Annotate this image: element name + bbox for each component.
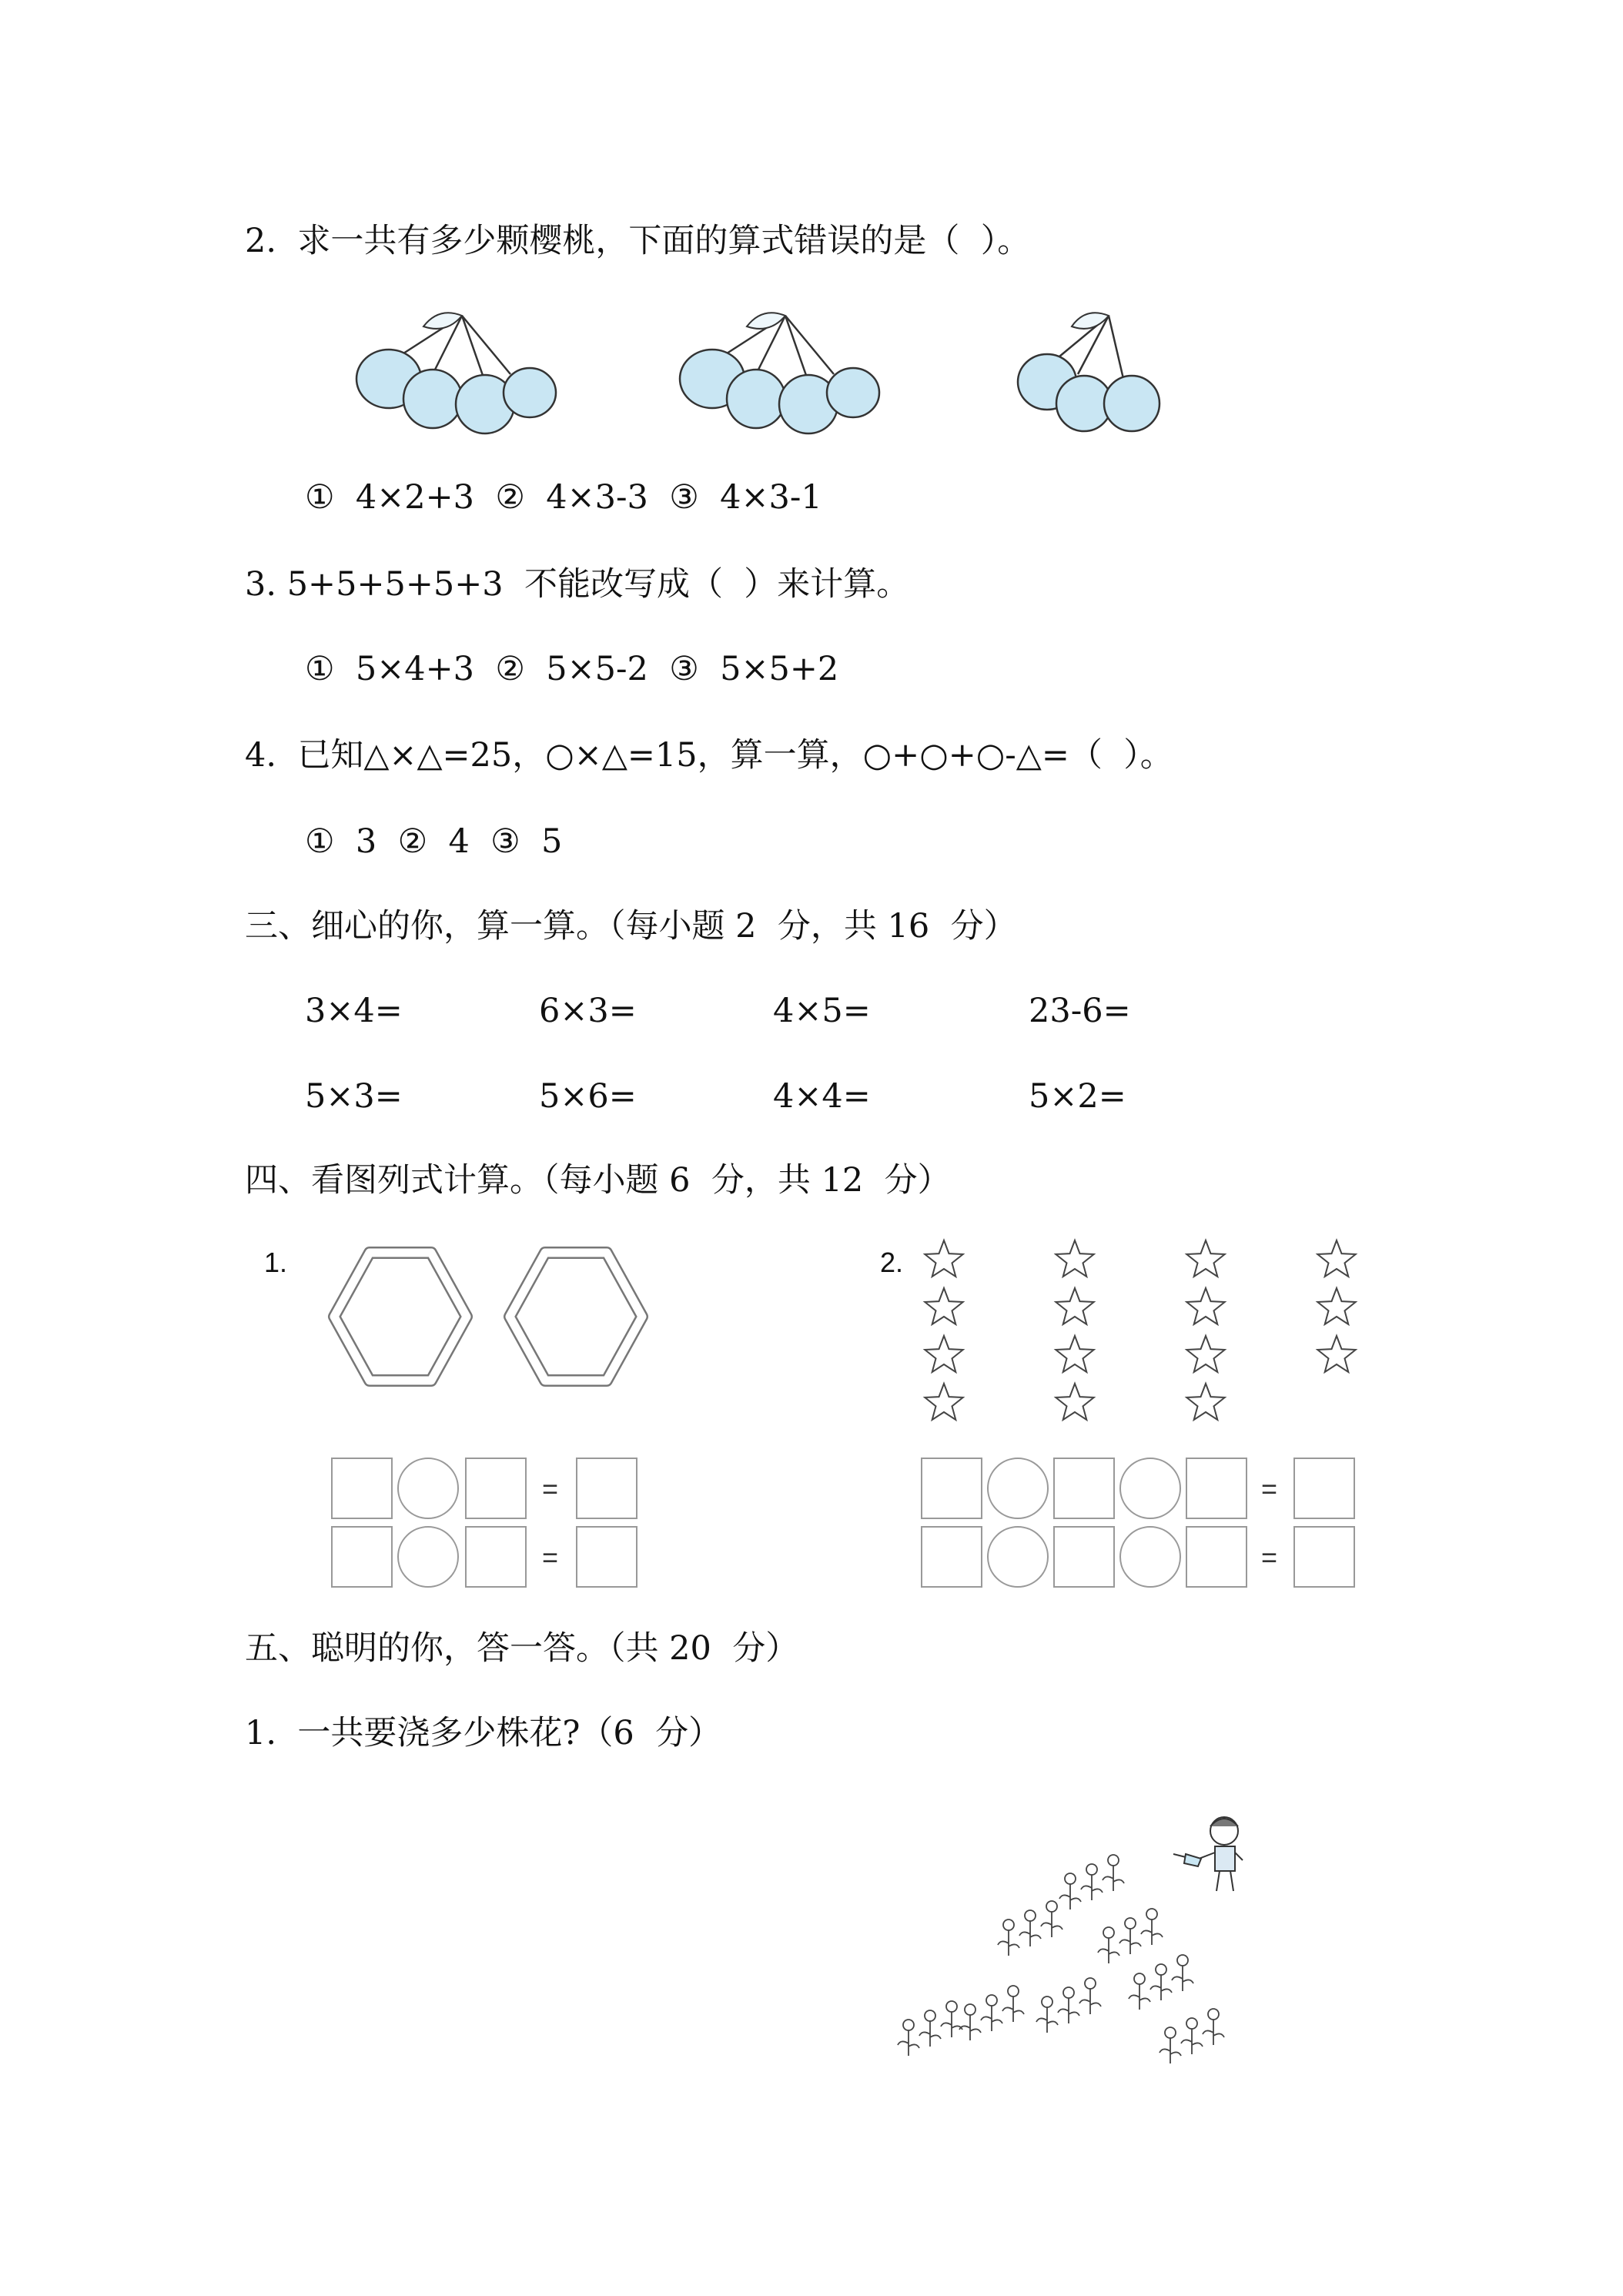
- equals-sign: =: [542, 1541, 559, 1573]
- star-icon: [1186, 1288, 1224, 1324]
- star-grid: [909, 1236, 1370, 1444]
- calc-8: 5×2=: [1029, 1077, 1126, 1116]
- p2-operator-circle[interactable]: [987, 1526, 1049, 1588]
- question-3-stem: 3. 5+5+5+5+3 不能改写成（ ）来计算。: [245, 565, 910, 604]
- cherry-cluster-1: [356, 313, 556, 433]
- star-icon: [1186, 1240, 1224, 1277]
- calc-6: 5×6=: [539, 1077, 637, 1116]
- flower-icon: [1003, 1919, 1014, 1930]
- cherry-cluster-3: [1018, 313, 1160, 431]
- problem-1-label: 1.: [264, 1247, 288, 1278]
- flower-icon: [1125, 1918, 1136, 1929]
- star-icon: [1056, 1288, 1093, 1324]
- problem-2-label: 2.: [880, 1247, 904, 1278]
- p2-answer-box[interactable]: [1053, 1526, 1115, 1588]
- calc-1: 3×4=: [305, 992, 403, 1030]
- flower-icon: [1042, 1996, 1052, 2007]
- flower-icon: [1065, 1873, 1076, 1884]
- star-icon: [1317, 1288, 1355, 1324]
- p2-result-box[interactable]: [1293, 1526, 1355, 1588]
- star-icon: [1056, 1384, 1093, 1420]
- p2-answer-box[interactable]: [1053, 1458, 1115, 1519]
- calc-2: 6×3=: [539, 992, 637, 1030]
- flower-icon: [1134, 1973, 1145, 1984]
- flower-icon: [1086, 1864, 1097, 1875]
- cherries-illustration: [331, 308, 1216, 447]
- p2-operator-circle[interactable]: [1119, 1526, 1181, 1588]
- p2-result-box[interactable]: [1293, 1458, 1355, 1519]
- flower-icon: [1208, 2009, 1219, 2020]
- flower-icon: [1146, 1909, 1157, 1919]
- p1-answer-box[interactable]: [465, 1526, 527, 1588]
- star-icon: [1317, 1240, 1355, 1277]
- equals-sign: =: [542, 1473, 559, 1504]
- calc-7: 4×4=: [773, 1077, 871, 1116]
- star-icon: [925, 1384, 962, 1420]
- flower-icon: [1046, 1901, 1057, 1912]
- star-icon: [925, 1288, 962, 1324]
- cherry-cluster-2: [680, 313, 879, 433]
- flower-icon: [1108, 1855, 1119, 1866]
- section-5-title: 五、聪明的你，答一答。（共 20 分）: [245, 1629, 799, 1668]
- p2-operator-circle[interactable]: [987, 1458, 1049, 1519]
- p1-answer-box[interactable]: [331, 1526, 393, 1588]
- equals-sign: =: [1261, 1473, 1278, 1504]
- star-icon: [1056, 1240, 1093, 1277]
- flower-icon: [925, 2010, 935, 2021]
- flower-icon: [946, 2001, 957, 2012]
- p2-answer-box[interactable]: [1186, 1526, 1247, 1588]
- section-3-title: 三、细心的你，算一算。（每小题 2 分，共 16 分）: [245, 907, 1017, 946]
- flower-icon: [1008, 1986, 1019, 1996]
- p1-operator-circle[interactable]: [397, 1526, 459, 1588]
- flower-icon: [1165, 2027, 1176, 2038]
- matchstick-hexagons: [316, 1243, 670, 1397]
- p1-operator-circle[interactable]: [397, 1458, 459, 1519]
- calc-5: 5×3=: [305, 1077, 403, 1116]
- p1-result-box[interactable]: [576, 1458, 637, 1519]
- flower-icon: [1156, 1964, 1166, 1975]
- question-3-options: ① 5×4+3 ② 5×5-2 ③ 5×5+2: [305, 650, 839, 688]
- question-2-stem: 2. 求一共有多少颗樱桃，下面的算式错误的是（ ）。: [245, 222, 1031, 260]
- p2-answer-box[interactable]: [1186, 1458, 1247, 1519]
- flower-icon: [1025, 1910, 1036, 1921]
- star-icon: [1186, 1384, 1224, 1420]
- p1-answer-box[interactable]: [331, 1458, 393, 1519]
- flower-icon: [1177, 1955, 1188, 1966]
- question-2-options: ① 4×2+3 ② 4×3-3 ③ 4×3-1: [305, 478, 822, 517]
- child-figure: [1173, 1817, 1243, 1891]
- star-icon: [925, 1240, 962, 1277]
- p1-answer-box[interactable]: [465, 1458, 527, 1519]
- question-4-stem: 4. 已知△×△=25，○×△=15，算一算，○+○+○-△=（ ）。: [245, 736, 1173, 775]
- flower-icon: [1186, 2018, 1197, 2029]
- star-icon: [1317, 1336, 1355, 1372]
- p2-answer-box[interactable]: [921, 1526, 982, 1588]
- equals-sign: =: [1261, 1541, 1278, 1573]
- p2-operator-circle[interactable]: [1119, 1458, 1181, 1519]
- p2-answer-box[interactable]: [921, 1458, 982, 1519]
- section-5-question-1: 1. 一共要浇多少株花?（6 分）: [245, 1714, 722, 1752]
- star-icon: [1056, 1336, 1093, 1372]
- star-icon: [1186, 1336, 1224, 1372]
- question-4-options: ① 3 ② 4 ③ 5: [305, 822, 563, 861]
- star-icon: [925, 1336, 962, 1372]
- watering-flowers-illustration: [878, 1809, 1278, 2063]
- flower-icon: [965, 2004, 975, 2015]
- section-4-title: 四、看图列式计算。（每小题 6 分，共 12 分）: [245, 1161, 951, 1200]
- calc-4: 23-6=: [1029, 992, 1131, 1030]
- flower-icon: [903, 2020, 914, 2030]
- flower-icon: [1103, 1927, 1114, 1938]
- flower-icon: [1085, 1978, 1096, 1989]
- calc-3: 4×5=: [773, 992, 871, 1030]
- p1-result-box[interactable]: [576, 1526, 637, 1588]
- flower-icon: [986, 1995, 997, 2006]
- flower-icon: [1063, 1987, 1074, 1998]
